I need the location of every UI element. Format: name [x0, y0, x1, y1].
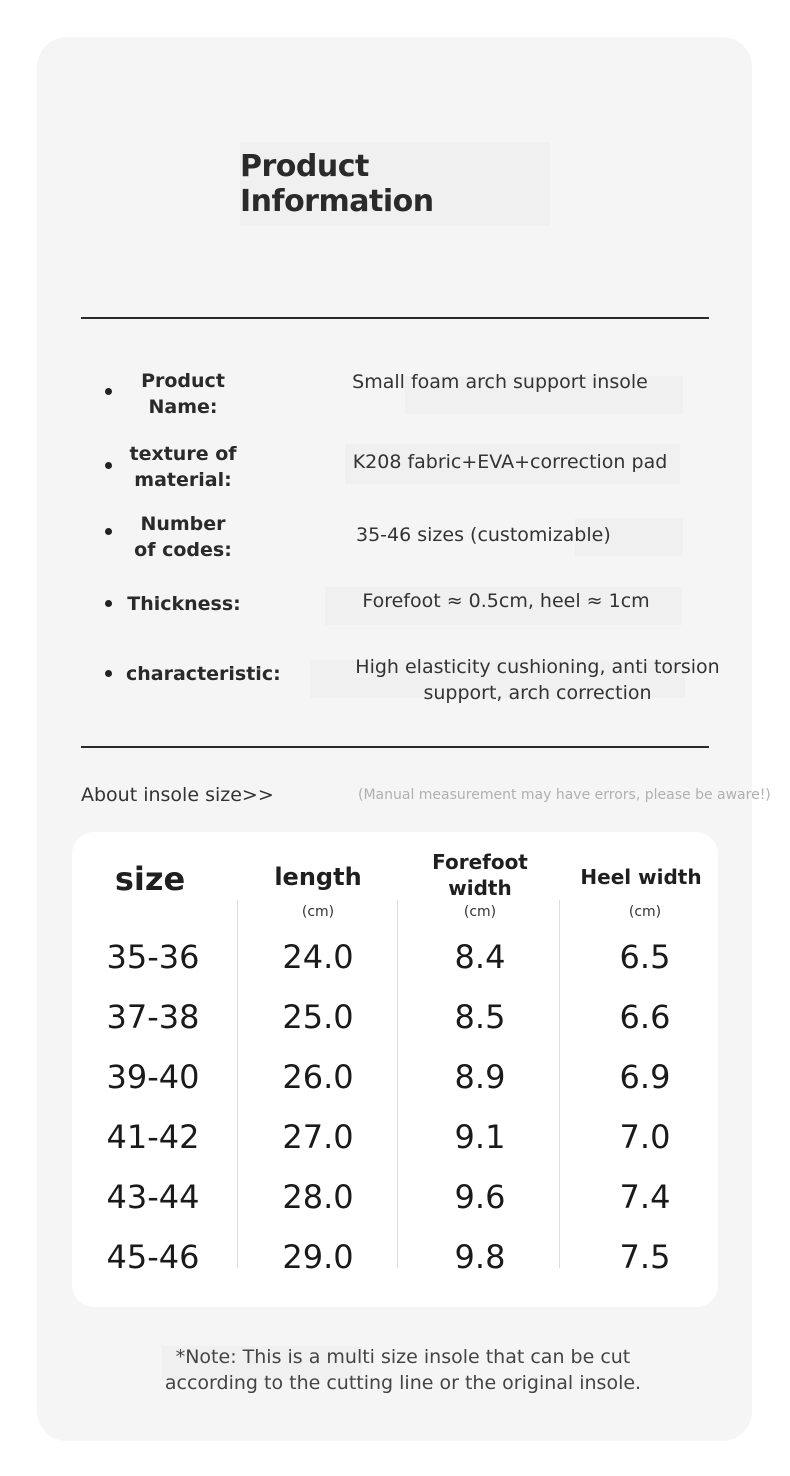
cell-forefoot-width: 8.5 — [454, 998, 506, 1036]
cell-heel-width: 6.9 — [619, 1058, 671, 1096]
cell-forefoot-width: 9.8 — [454, 1238, 506, 1276]
cell-size: 37-38 — [106, 998, 200, 1036]
column-header-size: size — [114, 860, 186, 898]
column-header-length: length — [274, 863, 362, 891]
top-divider — [81, 317, 709, 319]
info-label-material: texture of material: — [129, 443, 237, 491]
cell-size: 41-42 — [106, 1118, 200, 1156]
column-unit-length: (cm) — [301, 904, 335, 920]
bullet-icon — [105, 388, 112, 395]
cell-forefoot-width: 9.6 — [454, 1178, 506, 1216]
cell-length: 29.0 — [282, 1238, 354, 1276]
cell-length: 26.0 — [282, 1058, 354, 1096]
column-divider — [559, 900, 560, 1268]
info-label-codes: Number of codes: — [134, 513, 232, 561]
cell-forefoot-width: 9.1 — [454, 1118, 506, 1156]
column-header-heel-width: Heel width — [580, 865, 702, 889]
column-header-forefoot-width: Forefoot width — [432, 850, 528, 900]
cell-heel-width: 7.4 — [619, 1178, 671, 1216]
page-title: Product Information — [240, 142, 550, 226]
cell-size: 35-36 — [106, 938, 200, 976]
footnote: *Note: This is a multi size insole that can be cut according to the cutting line or the original insole. — [164, 1346, 642, 1394]
cell-heel-width: 6.6 — [619, 998, 671, 1036]
cell-heel-width: 6.5 — [619, 938, 671, 976]
bullet-icon — [105, 670, 112, 677]
info-value-product-name: Small foam arch support insole — [352, 371, 648, 393]
column-unit-heel-width: (cm) — [628, 904, 662, 920]
cell-forefoot-width: 8.4 — [454, 938, 506, 976]
size-section-note: (Manual measurement may have errors, please be aware!) — [358, 787, 771, 803]
info-label-thickness: Thickness: — [127, 593, 241, 615]
cell-length: 27.0 — [282, 1118, 354, 1156]
cell-heel-width: 7.5 — [619, 1238, 671, 1276]
cell-length: 25.0 — [282, 998, 354, 1036]
info-value-codes: 35-46 sizes (customizable) — [356, 524, 611, 546]
bullet-icon — [105, 462, 112, 469]
column-divider — [397, 900, 398, 1268]
cell-size: 39-40 — [106, 1058, 200, 1096]
cell-length: 24.0 — [282, 938, 354, 976]
cell-size: 43-44 — [106, 1178, 200, 1216]
column-unit-forefoot-width: (cm) — [463, 904, 497, 920]
info-label-product-name: Product Name: — [141, 370, 225, 418]
info-value-material: K208 fabric+EVA+correction pad — [352, 451, 668, 473]
bottom-divider — [81, 746, 709, 748]
column-divider — [237, 900, 238, 1268]
cell-heel-width: 7.0 — [619, 1118, 671, 1156]
bullet-icon — [105, 600, 112, 607]
size-section-heading: About insole size>> — [81, 784, 274, 806]
info-value-characteristic: High elasticity cushioning, anti torsion support, arch correction — [355, 656, 720, 704]
bullet-icon — [105, 528, 112, 535]
info-value-thickness: Forefoot ≈ 0.5cm, heel ≈ 1cm — [362, 590, 650, 612]
cell-forefoot-width: 8.9 — [454, 1058, 506, 1096]
info-label-characteristic: characteristic: — [126, 663, 281, 685]
cell-size: 45-46 — [106, 1238, 200, 1276]
cell-length: 28.0 — [282, 1178, 354, 1216]
